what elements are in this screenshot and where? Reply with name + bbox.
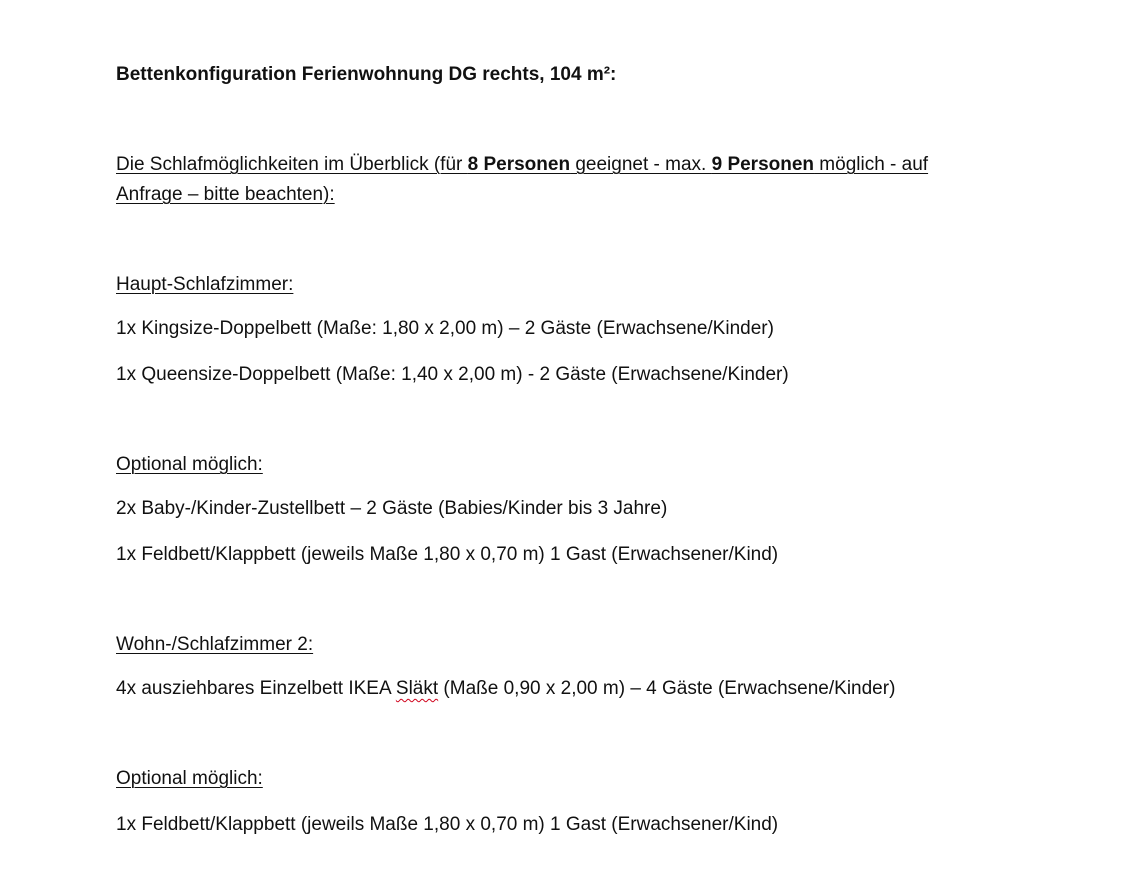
- overview-line-1: [116, 150, 928, 180]
- main-bedroom-item-2: 1x Queensize-Doppelbett (Maße: 1,40 x 2,00 m) - 2 Gäste (Erwachsene/Kinder): [116, 364, 789, 385]
- section-heading-main-bedroom: Haupt-Schlafzimmer:: [116, 274, 294, 295]
- overview-text-2: geeignet - max.: [570, 154, 712, 175]
- overview-bold-persons-8: 8 Personen: [467, 154, 571, 175]
- overview-text-1: Die Schlafmöglichkeiten im Überblick (für: [116, 154, 468, 175]
- document-title: Bettenkonfiguration Ferienwohnung DG rechts, 104 m²:: [116, 64, 617, 85]
- overview-line-2: Anfrage – bitte beachten):: [116, 184, 335, 205]
- item-text-before: 4x ausziehbares Einzelbett IKEA: [116, 678, 396, 699]
- section-heading-living-bedroom-2: Wohn-/Schlafzimmer 2:: [116, 634, 314, 655]
- main-bedroom-item-1: 1x Kingsize-Doppelbett (Maße: 1,80 x 2,00 m) – 2 Gäste (Erwachsene/Kinder): [116, 318, 774, 339]
- item-text-after: (Maße 0,90 x 2,00 m) – 4 Gäste (Erwachsene/Kinder): [438, 678, 896, 699]
- optional-2-item-1: 1x Feldbett/Klappbett (jeweils Maße 1,80 x 0,70 m) 1 Gast (Erwachsener/Kind): [116, 814, 779, 835]
- living-bedroom-2-item-1: [116, 674, 895, 704]
- overview-bold-persons-9: 9 Personen: [711, 154, 815, 175]
- section-heading-optional-1: Optional möglich:: [116, 454, 263, 475]
- overview-text-3: möglich - auf: [814, 154, 929, 175]
- section-heading-optional-2: Optional möglich:: [116, 768, 263, 789]
- optional-1-item-1: 2x Baby-/Kinder-Zustellbett – 2 Gäste (Babies/Kinder bis 3 Jahre): [116, 498, 668, 519]
- optional-1-item-2: 1x Feldbett/Klappbett (jeweils Maße 1,80 x 0,70 m) 1 Gast (Erwachsener/Kind): [116, 544, 779, 565]
- spellcheck-word: Släkt: [395, 678, 439, 699]
